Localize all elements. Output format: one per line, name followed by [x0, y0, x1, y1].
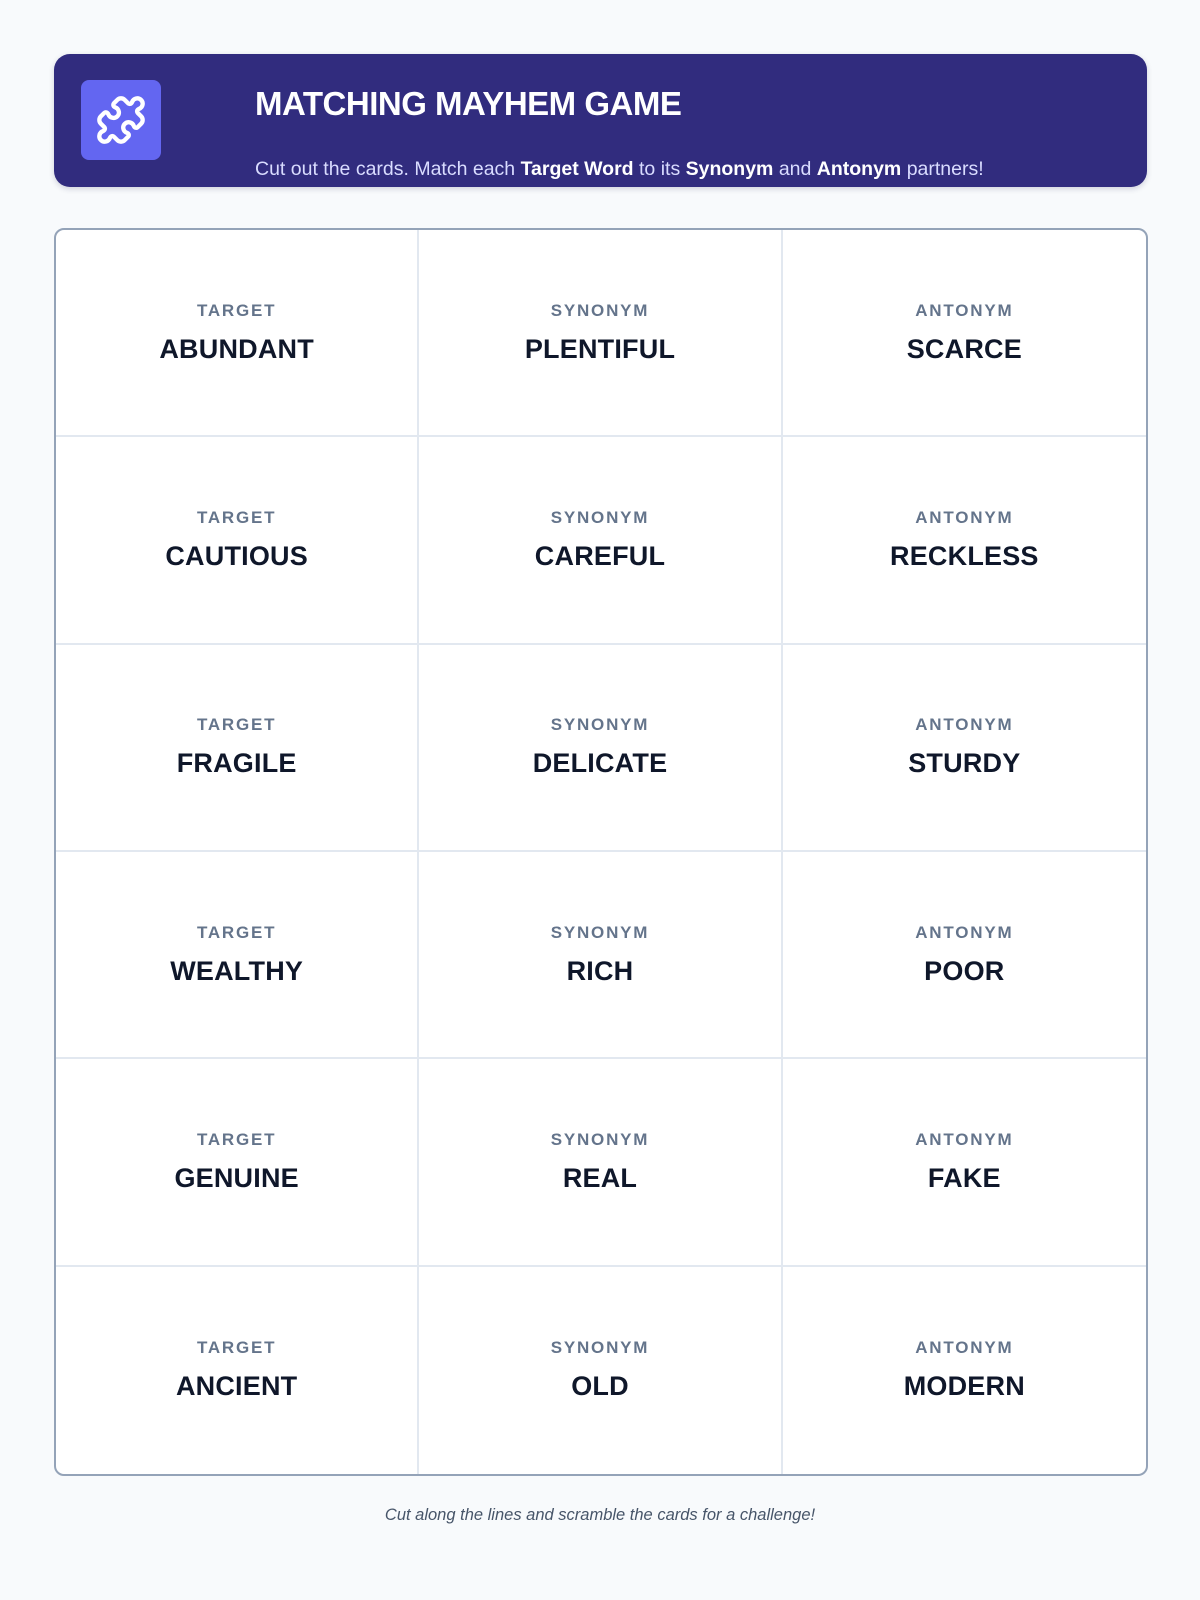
card-word: WEALTHY — [170, 955, 304, 986]
card-synonym[interactable] — [419, 645, 782, 852]
card-target[interactable] — [56, 645, 419, 852]
card-antonym[interactable] — [783, 437, 1146, 644]
card-word: GENUINE — [174, 1162, 299, 1193]
card-word: ANCIENT — [175, 1371, 298, 1402]
card-target[interactable] — [56, 1267, 419, 1474]
logo-badge — [81, 80, 161, 160]
subtitle-text: partners! — [901, 158, 984, 180]
game-header — [54, 54, 1147, 187]
card-word: POOR — [924, 955, 1005, 986]
card-synonym[interactable] — [419, 1059, 782, 1266]
subtitle-text: to its — [633, 158, 686, 180]
card-word: ABUNDANT — [159, 333, 314, 364]
card-word: RECKLESS — [890, 540, 1039, 571]
card-label: TARGET — [196, 507, 277, 527]
card-label: ANTONYM — [915, 1338, 1014, 1358]
card-word: CAREFUL — [534, 540, 666, 571]
card-word: STURDY — [908, 748, 1021, 779]
page-subtitle — [255, 157, 984, 181]
page-title: MATCHING MAYHEM GAME — [255, 85, 682, 122]
card-label: TARGET — [196, 1338, 277, 1358]
card-antonym[interactable] — [783, 645, 1146, 852]
subtitle-bold-synonym: Synonym — [685, 158, 774, 180]
card-antonym[interactable] — [783, 1267, 1146, 1474]
card-label: SYNONYM — [550, 1338, 650, 1358]
card-label: TARGET — [196, 922, 277, 942]
card-word: REAL — [562, 1162, 638, 1193]
card-label: SYNONYM — [550, 922, 650, 942]
card-word: FRAGILE — [176, 748, 297, 779]
card-label: ANTONYM — [915, 300, 1014, 320]
card-label: TARGET — [196, 715, 277, 735]
card-label: TARGET — [196, 1129, 277, 1149]
card-label: ANTONYM — [915, 922, 1014, 942]
subtitle-bold-target: Target Word — [520, 158, 634, 180]
card-label: SYNONYM — [550, 715, 650, 735]
card-label: SYNONYM — [550, 507, 650, 527]
card-label: ANTONYM — [915, 715, 1014, 735]
footer-note: Cut along the lines and scramble the cards for a challenge! — [384, 1506, 816, 1524]
card-word: RICH — [566, 955, 634, 986]
card-synonym[interactable] — [419, 437, 782, 644]
card-target[interactable] — [56, 437, 419, 644]
card-label: SYNONYM — [550, 1129, 650, 1149]
puzzle-icon — [95, 94, 147, 146]
card-target[interactable] — [56, 852, 419, 1059]
card-word: PLENTIFUL — [524, 333, 676, 364]
card-word: MODERN — [903, 1371, 1025, 1402]
card-synonym[interactable] — [419, 852, 782, 1059]
card-synonym[interactable] — [419, 230, 782, 437]
card-antonym[interactable] — [783, 1059, 1146, 1266]
card-grid — [54, 228, 1148, 1476]
subtitle-bold-antonym: Antonym — [816, 158, 902, 180]
card-antonym[interactable] — [783, 852, 1146, 1059]
subtitle-text: and — [773, 158, 817, 180]
card-word: FAKE — [927, 1162, 1001, 1193]
card-label: TARGET — [196, 300, 277, 320]
card-word: DELICATE — [532, 748, 668, 779]
card-label: ANTONYM — [915, 1129, 1014, 1149]
card-word: OLD — [571, 1371, 629, 1402]
card-word: CAUTIOUS — [165, 540, 308, 571]
card-label: ANTONYM — [915, 507, 1014, 527]
subtitle-text: Cut out the cards. Match each — [255, 158, 521, 180]
card-antonym[interactable] — [783, 230, 1146, 437]
card-label: SYNONYM — [550, 300, 650, 320]
card-target[interactable] — [56, 1059, 419, 1266]
card-word: SCARCE — [906, 333, 1022, 364]
card-target[interactable] — [56, 230, 419, 437]
card-synonym[interactable] — [419, 1267, 782, 1474]
